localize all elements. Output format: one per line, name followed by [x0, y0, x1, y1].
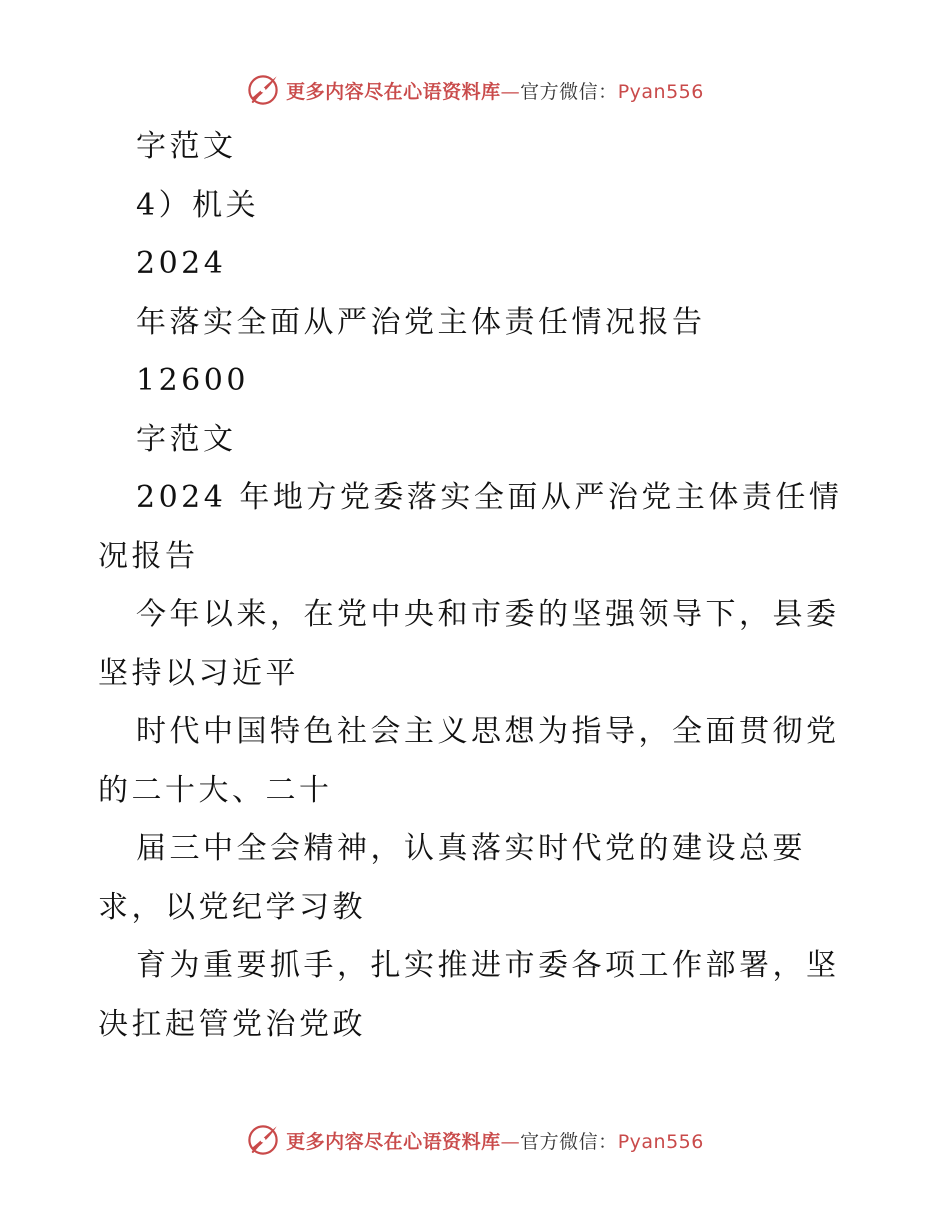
watermark-text [286, 1127, 704, 1154]
watermark-id: Pyan556 [617, 80, 704, 103]
watermark-text [286, 77, 704, 104]
watermark-main: 更多内容尽在心语资料库 [286, 80, 501, 103]
paragraph: 时代中国特色社会主义思想为指导，全面贯彻党的二十大、二十 [98, 714, 840, 808]
quill-pen-logo-icon [246, 73, 280, 107]
quill-pen-logo-icon [246, 1123, 280, 1157]
paragraph: 4）机关 [136, 187, 260, 223]
watermark-separator: — [500, 80, 521, 103]
watermark-id: Pyan556 [617, 1130, 704, 1153]
paragraph: 年落实全面从严治党主体责任情况报告 [136, 304, 706, 340]
paragraph: 字范文 [136, 129, 237, 164]
paragraph: 届三中全会精神，认真落实时代党的建设总要求，以党纪学习教 [98, 831, 806, 925]
paragraph: 字范文 [136, 421, 237, 457]
watermark-group [246, 1123, 704, 1157]
paragraph: 今年以来，在党中央和市委的坚强领导下，县委坚持以习近平 [98, 597, 840, 691]
watermark-sub: 官方微信： [520, 80, 618, 103]
paragraph: 育为重要抓手，扎实推进市委各项工作部署，坚决扛起管党治党政 [98, 948, 840, 1042]
paragraph: 2024 年地方党委落实全面从严治党主体责任情况报告 [98, 480, 843, 574]
watermark-group [246, 73, 704, 107]
document-body [98, 118, 858, 1054]
paragraph: 12600 [136, 363, 249, 398]
header-watermark [0, 70, 950, 110]
watermark-separator: — [500, 1130, 521, 1153]
watermark-sub: 官方微信： [520, 1130, 618, 1153]
paragraph: 2024 [136, 246, 227, 281]
footer-watermark [0, 1120, 950, 1160]
watermark-main: 更多内容尽在心语资料库 [286, 1130, 501, 1153]
